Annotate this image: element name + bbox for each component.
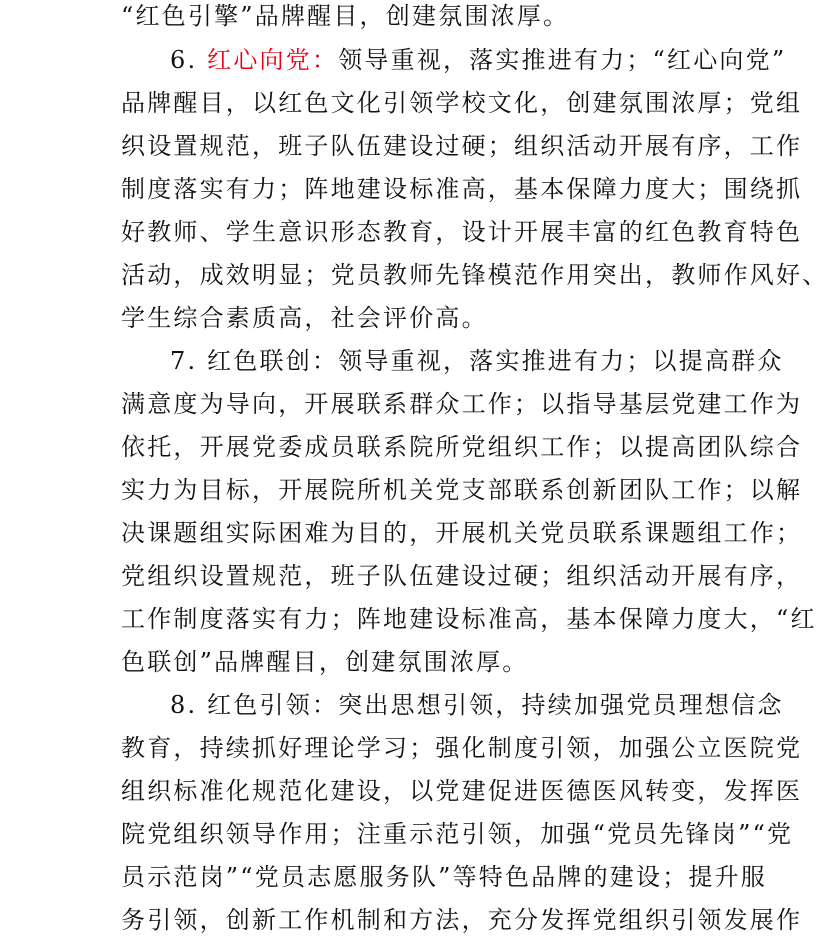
text-line: 务引领，创新工作机制和方法，充分发挥党组织引领发展作: [121, 906, 803, 934]
item-text: 突出思想引领，持续加强党员理想信念: [338, 691, 784, 719]
text-line: 教育，持续抓好理论学习；强化制度引领，加强公立医院党: [121, 734, 803, 762]
text-line: 制度落实有力；阵地建设标准高，基本保障力度大；围绕抓: [121, 175, 803, 203]
text-line: 活动，成效明显；党员教师先锋模范作用突出，教师作风好、: [121, 261, 828, 289]
text-line: “红色引擎”品牌醒目，创建氛围浓厚。: [121, 2, 570, 30]
text-line: 员示范岗”“党员志愿服务队”等特色品牌的建设；提升服: [121, 863, 768, 891]
item-number: 8.: [170, 691, 198, 719]
text-line: 学生综合素质高，社会评价高。: [121, 304, 488, 332]
text-line: 院党组织领导作用；注重示范引领，加强“党员先锋岗”“党: [121, 820, 794, 848]
item-title-highlighted: 红心向党：: [207, 46, 339, 74]
text-line: 满意度为导向，开展联系群众工作；以指导基层党建工作为: [121, 390, 803, 418]
text-line: 好教师、学生意识形态教育，设计开展丰富的红色教育特色: [121, 218, 803, 246]
text-line: 织设置规范，班子队伍建设过硬；组织活动开展有序，工作: [121, 132, 803, 160]
item-6-first-line: [170, 40, 786, 80]
item-title: 红色联创：: [207, 347, 339, 375]
text-line: 品牌醒目，以红色文化引领学校文化，创建氛围浓厚；党组: [121, 89, 803, 117]
item-text: 领导重视，落实推进有力；“红心向党”: [338, 46, 787, 74]
text-line: 工作制度落实有力；阵地建设标准高，基本保障力度大，“红: [121, 605, 817, 633]
item-title: 红色引领：: [207, 691, 339, 719]
text-line: 决课题组实际困难为目的，开展机关党员联系课题组工作；: [121, 519, 803, 547]
item-number: 7.: [170, 347, 198, 375]
text-line: 依托，开展党委成员联系院所党组织工作；以提高团队综合: [121, 433, 803, 461]
item-text: 领导重视，落实推进有力；以提高群众: [338, 347, 784, 375]
text-line: 党组织设置规范，班子队伍建设过硬；组织活动开展有序，: [121, 562, 803, 590]
item-8-first-line: [170, 685, 784, 725]
item-number: 6.: [170, 46, 198, 74]
text-line: 组织标准化规范化建设，以党建促进医德医风转变，发挥医: [121, 777, 803, 805]
item-7-first-line: [170, 341, 784, 381]
text-line: 色联创”品牌醒目，创建氛围浓厚。: [121, 648, 529, 676]
text-line: 实力为目标，开展院所机关党支部联系创新团队工作；以解: [121, 476, 803, 504]
